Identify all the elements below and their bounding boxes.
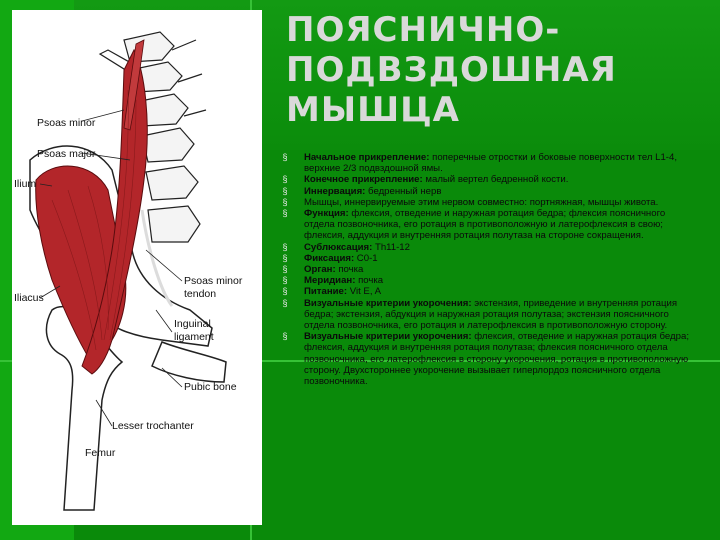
bullet-label: Фиксация: [304,252,355,264]
title-line: ПОЯСНИЧНО- [286,10,561,50]
bullet-label: Питание: [304,286,348,298]
bullet-item [278,208,690,242]
bullet-label: Визуальные критерии укорочения: [304,331,472,343]
bullet-label: Меридиан: [304,275,356,287]
label-inguinal-line2: ligament [174,331,214,343]
bullet-marker: § [282,208,288,219]
bullet-item [278,197,690,208]
bullet-label: Начальное прикрепление: [304,152,430,163]
bullet-list [278,152,690,387]
bullet-marker: § [282,185,288,196]
label-psoas-minor-tendon-line1: Psoas minor [184,275,243,287]
label-psoas-major: Psoas major [37,148,96,160]
bullet-marker: § [282,152,288,162]
bullet-item [278,275,690,286]
bullet-marker: § [282,264,288,275]
bullet-item [278,331,690,387]
bullet-marker: § [282,196,288,207]
bullet-text: почка [355,275,384,287]
bullet-item [278,253,690,264]
bullet-label: Орган: [304,264,336,276]
bullet-label: Функция: [304,208,349,220]
bullet-item [278,286,690,297]
label-inguinal-line1: Inguinal [174,318,211,330]
bullet-item [278,264,690,275]
label-iliacus: Iliacus [14,292,44,304]
bullet-label: Иннервация: [304,185,366,197]
bullet-item [278,186,690,197]
bullet-text: Th11-12 [372,241,410,253]
bullet-marker: § [282,174,288,185]
bullet-item [278,298,690,332]
bullet-text: Мышцы, иннервируемые этим нервом совместно: портняжная, мышцы живота. [304,196,659,208]
iliopsoas-drawing [12,10,262,525]
title-line: МЫШЦА [286,90,460,130]
bullet-text: бедренный нерв [365,185,442,197]
bullet-text: флексия, отведение и наружная ротация бедра; флексия поясничного отдела позвоночника, его ротация в противоположную и латерофлексия в свою; флексия, аддукция и внутренняя ротация полутаза на стороне сокращения. [304,208,666,242]
title-line: ПОДВЗДОШНАЯ [286,50,617,90]
bullet-marker: § [282,286,288,297]
label-femur: Femur [85,447,116,459]
label-lesser-trochanter: Lesser trochanter [112,420,194,432]
bullet-marker: § [282,252,288,263]
bullet-text: почка [335,264,364,276]
bullet-item [278,242,690,253]
bullet-marker: § [282,331,288,342]
bullet-text: малый вертел бедренной кости. [422,174,569,186]
bullet-label: Сублюксация: [304,241,373,253]
label-pubic-bone: Pubic bone [184,381,237,393]
bullet-text: экстензия, приведение и внутренняя ротация бедра; экстензия, абдукция и наружная ротация полутаза; экстензия поясничного отдела позвоночника, его ротация и латерофлексия в противоположную сторону. [304,297,678,332]
bullet-label: Визуальные критерии укорочения: [304,297,472,309]
label-psoas-minor: Psoas minor [37,117,96,129]
bullet-text: C0-1 [354,252,378,264]
anatomy-illustration [12,10,262,525]
label-ilium: Ilium [14,178,37,190]
bullet-marker: § [282,275,288,286]
bullet-item [278,174,690,185]
bullet-text: поперечные отростки и боковые поверхности тел L1-4, верхние 2/3 подвздошной ямы. [304,152,677,175]
bullet-marker: § [282,241,288,252]
bullet-marker: § [282,297,288,308]
bullet-label: Конечное прикрепление: [304,174,423,186]
slide-title [286,10,716,130]
bullet-text: флексия, отведение и наружная ротация бедра; флексия, аддукция и внутренняя ротация полутаза; флексия поясничного отдела позвоночника, его латерофлексия в сторону укорочения, ротация в противоположную сторону. Двухстороннее укорочение вызывает гиперлордоз поясничного отдела позвоночника. [304,331,689,388]
label-psoas-minor-tendon-line2: tendon [184,288,217,300]
bullet-text: Vit E, A [347,286,382,298]
bullet-item [278,152,690,174]
